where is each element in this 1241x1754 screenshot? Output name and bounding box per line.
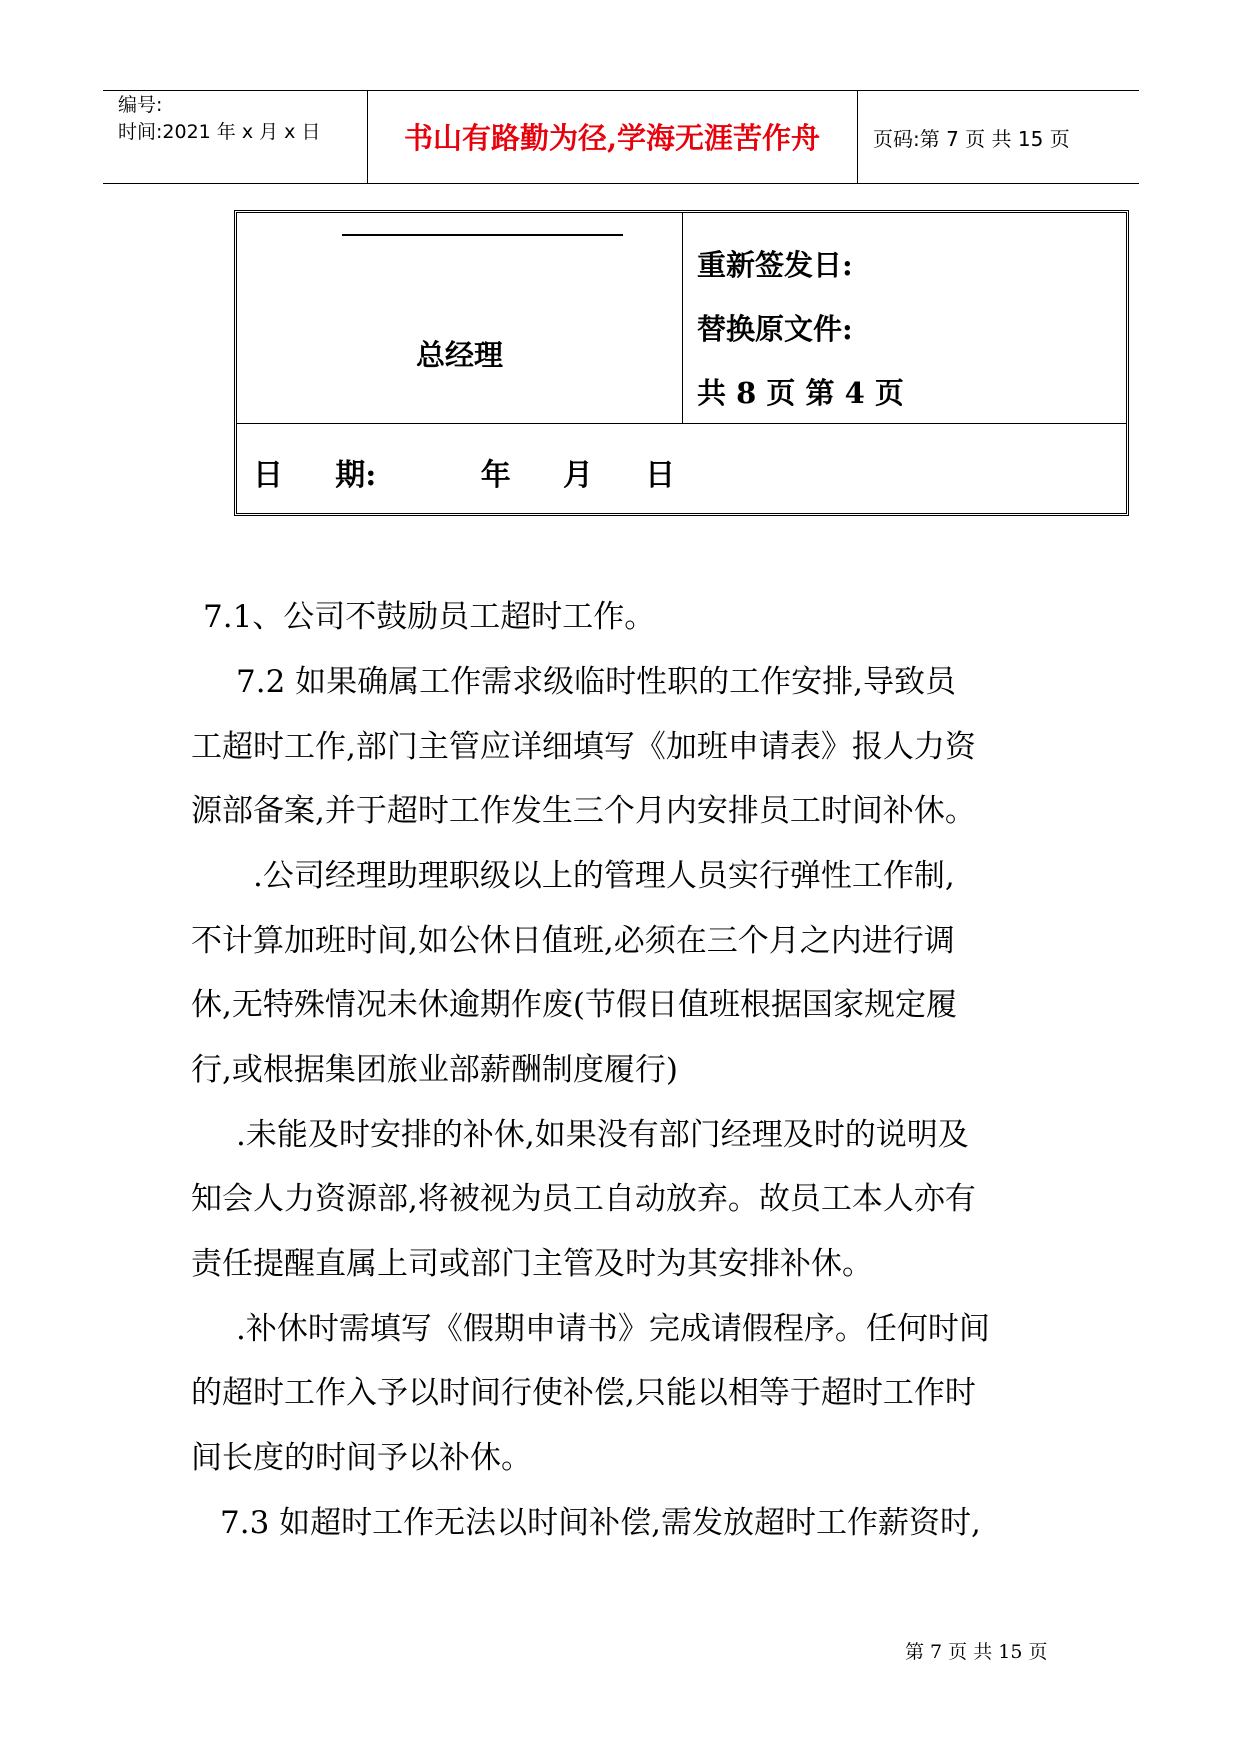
paragraph-unscheduled-line2: 知会人力资源部,将被视为员工自动放弃。故员工本人亦有 xyxy=(191,1181,976,1217)
paragraph-7-2-line1: 7.2 如果确属工作需求级临时性职的工作安排,导致员 xyxy=(236,664,957,700)
paragraph-unscheduled-line1: .未能及时安排的补休,如果没有部门经理及时的说明及 xyxy=(236,1117,969,1153)
paragraph-flex-line2: 不计算加班时间,如公休日值班,必须在三个月之内进行调 xyxy=(191,923,955,959)
paragraph-unscheduled-line3: 责任提醒直属上司或部门主管及时为其安排补休。 xyxy=(191,1246,873,1282)
form-divider-horizontal xyxy=(237,423,1126,424)
header-top-rule xyxy=(103,90,1139,91)
paragraph-7-2-line3: 源部备案,并于超时工作发生三个月内安排员工时间补休。 xyxy=(191,793,976,829)
header-divider-right xyxy=(857,90,858,183)
paragraph-flex-line1: .公司经理助理职级以上的管理人员实行弹性工作制, xyxy=(253,858,955,894)
paragraph-7-2-line2: 工超时工作,部门主管应详细填写《加班申请表》报人力资 xyxy=(191,729,976,765)
reissue-date-label: 重新签发日: xyxy=(697,248,853,282)
signature-line xyxy=(342,234,623,236)
paragraph-flex-line3: 休,无特殊情况未休逾期作废(节假日值班根据国家规定履 xyxy=(191,987,957,1023)
header-divider-left xyxy=(367,90,368,183)
header-meta xyxy=(118,92,320,146)
header-motto: 书山有路勤为径,学海无涯苦作舟 xyxy=(403,121,821,155)
header-bottom-rule xyxy=(103,183,1139,184)
paragraph-7-1: 7.1、公司不鼓励员工超时工作。 xyxy=(203,599,656,635)
general-manager-label: 总经理 xyxy=(415,338,503,372)
paragraph-leave-line2: 的超时工作入予以时间行使补偿,只能以相等于超时工作时 xyxy=(191,1375,976,1411)
paragraph-flex-line4: 行,或根据集团旅业部薪酬制度履行) xyxy=(191,1052,678,1088)
header-page-number: 页码:第 7 页 共 15 页 xyxy=(873,127,1070,151)
paragraph-leave-line3: 间长度的时间予以补休。 xyxy=(191,1440,532,1476)
form-divider-vertical xyxy=(682,213,683,423)
replace-file-label: 替换原文件: xyxy=(697,312,853,346)
paragraph-leave-line1: .补休时需填写《假期申请书》完成请假程序。任何时间 xyxy=(236,1311,990,1347)
approval-form-table xyxy=(234,210,1129,516)
header-time: 时间:2021 年 x 月 x 日 xyxy=(118,121,321,143)
footer-page-number: 第 7 页 共 15 页 xyxy=(905,1641,1048,1663)
header-number: 编号: xyxy=(118,94,163,116)
form-page-count: 共 8 页 第 4 页 xyxy=(697,376,904,410)
paragraph-7-3-line1: 7.3 如超时工作无法以时间补偿,需发放超时工作薪资时, xyxy=(220,1505,981,1541)
date-row: 日 期: 年 月 日 xyxy=(253,458,676,493)
